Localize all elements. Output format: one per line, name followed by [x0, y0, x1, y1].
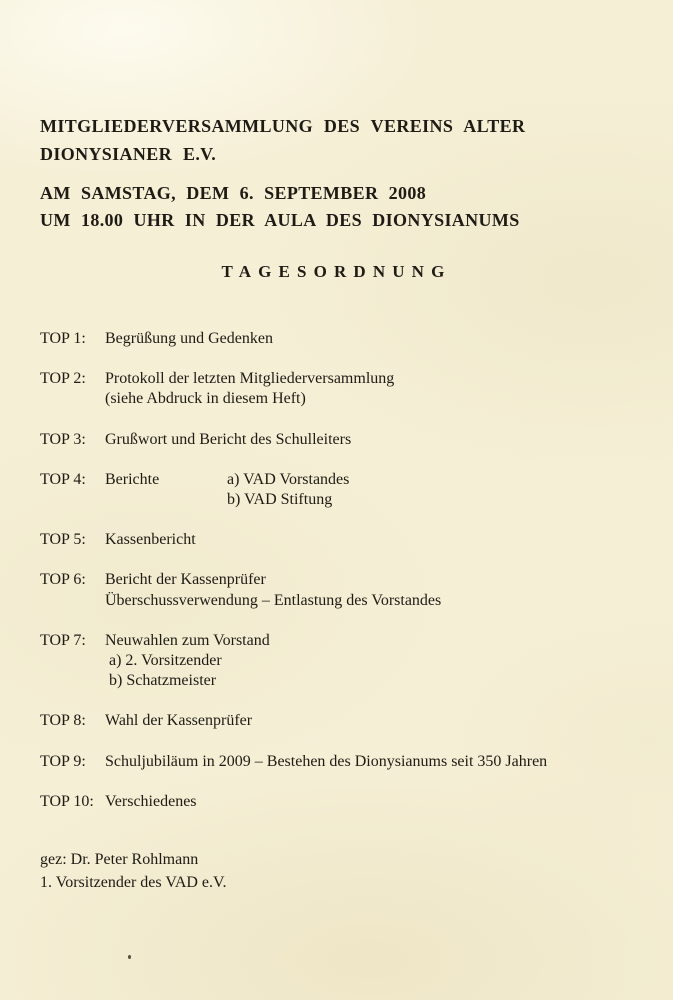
agenda-item-text: Verschiedenes	[105, 792, 197, 810]
agenda-item-text: Wahl der Kassenprüfer	[105, 712, 253, 730]
agenda-subitem-a: a) VAD Vorstandes	[227, 470, 350, 488]
document-title-line1: MITGLIEDERVERSAMMLUNG DES VEREINS ALTER	[40, 116, 526, 136]
agenda-item-text: Grußwort und Bericht des Schulleiters	[105, 430, 352, 448]
agenda-item-top10	[40, 792, 648, 812]
agenda-item-text: Berichte	[105, 470, 160, 488]
agenda-item-label: TOP 1:	[40, 330, 86, 347]
agenda-item-top9	[40, 752, 648, 772]
agenda-subitem-b: b) VAD Stiftung	[227, 491, 333, 509]
agenda-item-label: TOP 3:	[40, 430, 86, 448]
agenda-item-top2	[40, 369, 648, 409]
agenda-item-text: Protokoll der letzten Mitgliederversammlung	[105, 370, 395, 388]
agenda-item-label: TOP 7:	[40, 631, 86, 649]
agenda-item-label: TOP 4:	[40, 470, 86, 488]
agenda-item-label: TOP 2:	[40, 370, 86, 388]
agenda-list	[40, 329, 648, 832]
agenda-item-label: TOP 5:	[40, 531, 86, 549]
agenda-item-text: Neuwahlen zum Vorstand	[105, 631, 270, 649]
agenda-subitems	[227, 470, 349, 510]
agenda-item-label: TOP 8:	[40, 712, 86, 730]
agenda-item-top6	[40, 570, 648, 610]
scan-speck	[128, 955, 131, 959]
signature-name: gez: Dr. Peter Rohlmann	[40, 851, 199, 868]
agenda-item-label: TOP 9:	[40, 752, 86, 770]
signature-role: 1. Vorsitzender des VAD e.V.	[40, 873, 227, 891]
agenda-item-label: TOP 6:	[40, 571, 86, 589]
agenda-item-top1	[40, 329, 648, 349]
agenda-item-top5	[40, 530, 648, 550]
agenda-item-top8	[40, 711, 648, 731]
agenda-heading: TAGESORDNUNG	[221, 262, 452, 281]
agenda-item-text: (siehe Abdruck in diesem Heft)	[105, 390, 306, 408]
agenda-item-top3	[40, 430, 648, 450]
agenda-item-text: Kassenbericht	[105, 531, 196, 549]
agenda-item-text: Begrüßung und Gedenken	[105, 330, 273, 347]
agenda-item-top7	[40, 631, 648, 692]
meeting-datetime	[40, 180, 520, 234]
agenda-item-top4	[40, 470, 648, 510]
meeting-location-line: UM 18.00 UHR IN DER AULA DES DIONYSIANUMS	[40, 210, 520, 230]
agenda-subitem-a: a) 2. Vorsitzender	[109, 652, 222, 670]
agenda-item-label: TOP 10:	[40, 792, 94, 810]
document-title	[40, 112, 525, 168]
agenda-item-text: Bericht der Kassenprüfer	[105, 571, 266, 589]
agenda-item-text: Überschussverwendung – Entlastung des Vorstandes	[105, 591, 442, 609]
document-title-line2: DIONYSIANER E.V.	[40, 144, 217, 164]
signature-block	[40, 849, 227, 894]
agenda-subitem-b: b) Schatzmeister	[109, 672, 217, 690]
agenda-item-text: Schuljubiläum in 2009 – Bestehen des Dionysianums seit 350 Jahren	[105, 752, 548, 770]
meeting-date-line: AM SAMSTAG, DEM 6. SEPTEMBER 2008	[40, 183, 427, 203]
